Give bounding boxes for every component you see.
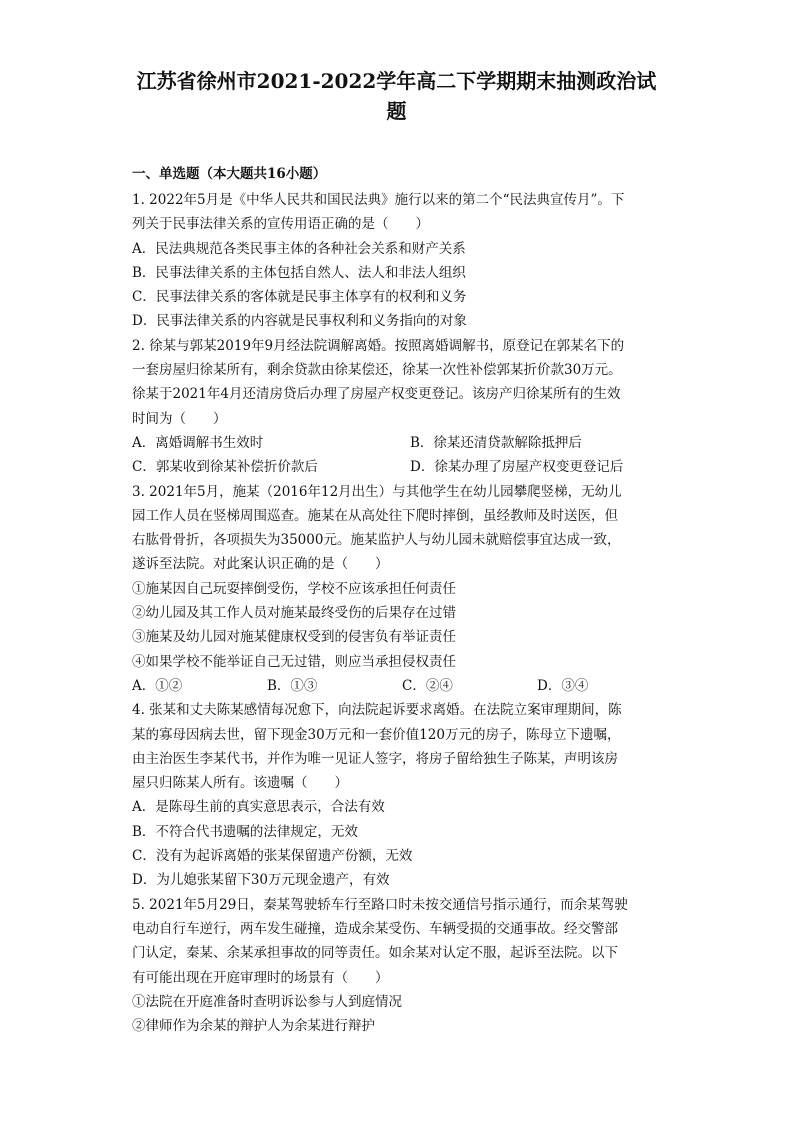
- statement-1: ①施某因自己玩耍摔倒受伤，学校不应该承担任何责任: [132, 580, 456, 597]
- option-c: C．没有为起诉离婚的张某保留遗产份额，无效: [132, 848, 413, 865]
- option-d: D．为儿媳张某留下30万元现金遗产，有效: [132, 872, 390, 889]
- option-a: A．是陈母生前的真实意思表示，合法有效: [132, 799, 385, 816]
- question-list: [132, 188, 672, 1038]
- statement-4: ④如果学校不能举证自己无过错，则应当承担侵权责任: [132, 653, 456, 670]
- statement-3: ③施某及幼儿园对施某健康权受到的侵害负有举证责任: [132, 629, 456, 646]
- option-c: C．郭某收到徐某补偿折价款后: [132, 459, 318, 476]
- question-stem-line: 4. 张某和丈夫陈某感情每况愈下，向法院起诉要求离婚。在法院立案审理期间，陈: [132, 702, 622, 719]
- question-stem-line: 1. 2022年5月是《中华人民共和国民法典》施行以来的第二个“民法典宣传月”。下: [132, 192, 625, 208]
- question-stem-line: 3. 2021年5月，施某（2016年12月出生）与其他学生在幼儿园攀爬竖梯，无幼儿: [132, 483, 622, 500]
- question-stem-line: 5. 2021年5月29日，秦某驾驶轿车行至路口时未按交通信号指示通行，而余某驾驶: [132, 896, 628, 913]
- title-line-2: 题: [386, 99, 407, 123]
- option-a: A．①②: [132, 677, 183, 694]
- question-stem-line: 由主治医生李某代书，并作为唯一见证人签字，将房子留给独生子陈某，声明该房: [132, 750, 618, 767]
- option-d: D．民事法律关系的内容就是民事权利和义务指向的对象: [132, 313, 467, 330]
- question-1: [132, 188, 672, 334]
- question-2: [132, 334, 672, 480]
- option-d: D．徐某办理了房屋产权变更登记后: [410, 459, 624, 476]
- statement-2: ②幼儿园及其工作人员对施某最终受伤的后果存在过错: [132, 605, 456, 622]
- statement-1: ①法院在开庭准备时查明诉讼参与人到庭情况: [132, 993, 402, 1010]
- option-d: D．③④: [537, 677, 589, 694]
- question-stem-line: 徐某于2021年4月还清房贷后办理了房屋产权变更登记。该房产归徐某所有的生效: [132, 386, 621, 403]
- option-a: A．离婚调解书生效时: [132, 434, 264, 451]
- document-title: [100, 66, 693, 126]
- question-stem-line: 某的寡母因病去世，留下现金30万元和一套价值120万元的房子，陈母立下遗嘱，: [132, 726, 621, 743]
- question-stem-line: 门认定，秦某、余某承担事故的同等责任。如余某对认定不服，起诉至法院。以下: [132, 945, 618, 962]
- option-b: B．徐某还清贷款解除抵押后: [410, 434, 582, 451]
- question-stem-line: 有可能出现在开庭审理时的场景有（ ）: [132, 969, 389, 986]
- question-stem-line: 园工作人员在竖梯周围巡查。施某在从高处往下爬时摔倒，虽经教师及时送医，但: [132, 507, 618, 524]
- question-stem-line: 一套房屋归徐某所有，剩余贷款由徐某偿还，徐某一次性补偿郭某折价款30万元。: [132, 362, 622, 379]
- question-stem-line: 2. 徐某与郭某2019年9月经法院调解离婚。按照离婚调解书，原登记在郭某名下的: [132, 337, 625, 354]
- question-stem-line: 遂诉至法院。对此案认识正确的是（ ）: [132, 556, 389, 573]
- question-stem-line: 电动自行车逆行，两车发生碰撞，造成余某受伤、车辆受损的交通事故。经交警部: [132, 920, 618, 937]
- options-row: [132, 674, 672, 698]
- question-stem-line: 列关于民事法律关系的宣传用语正确的是（ ）: [132, 216, 429, 233]
- question-stem-line: 右肱骨骨折，各项损失为35000元。施某监护人与幼儿园未就赔偿事宜达成一致，: [132, 532, 621, 549]
- question-stem-line: 屋只归陈某人所有。该遗嘱（ ）: [132, 775, 348, 792]
- option-a: A．民法典规范各类民事主体的各种社会关系和财产关系: [132, 240, 466, 257]
- option-b: B．不符合代书遗嘱的法律规定，无效: [132, 823, 358, 840]
- option-b: B．①③: [267, 677, 318, 694]
- option-c: C．民事法律关系的客体就是民事主体享有的权利和义务: [132, 289, 467, 306]
- question-stem-line: 时间为（ ）: [132, 410, 227, 427]
- options-row: [132, 431, 672, 455]
- option-b: B．民事法律关系的主体包括自然人、法人和非法人组织: [132, 264, 466, 281]
- question-3: [132, 480, 672, 699]
- question-5: [132, 893, 672, 1039]
- question-4: [132, 698, 672, 892]
- section-heading: 一、单选题（本大题共16小题）: [132, 166, 327, 182]
- statement-2: ②律师作为余某的辩护人为余某进行辩护: [132, 1018, 375, 1035]
- options-row: [132, 455, 672, 479]
- option-c: C．②④: [402, 677, 453, 694]
- title-line-1: 江苏省徐州市2021-2022学年高二下学期期末抽测政治试: [136, 69, 657, 93]
